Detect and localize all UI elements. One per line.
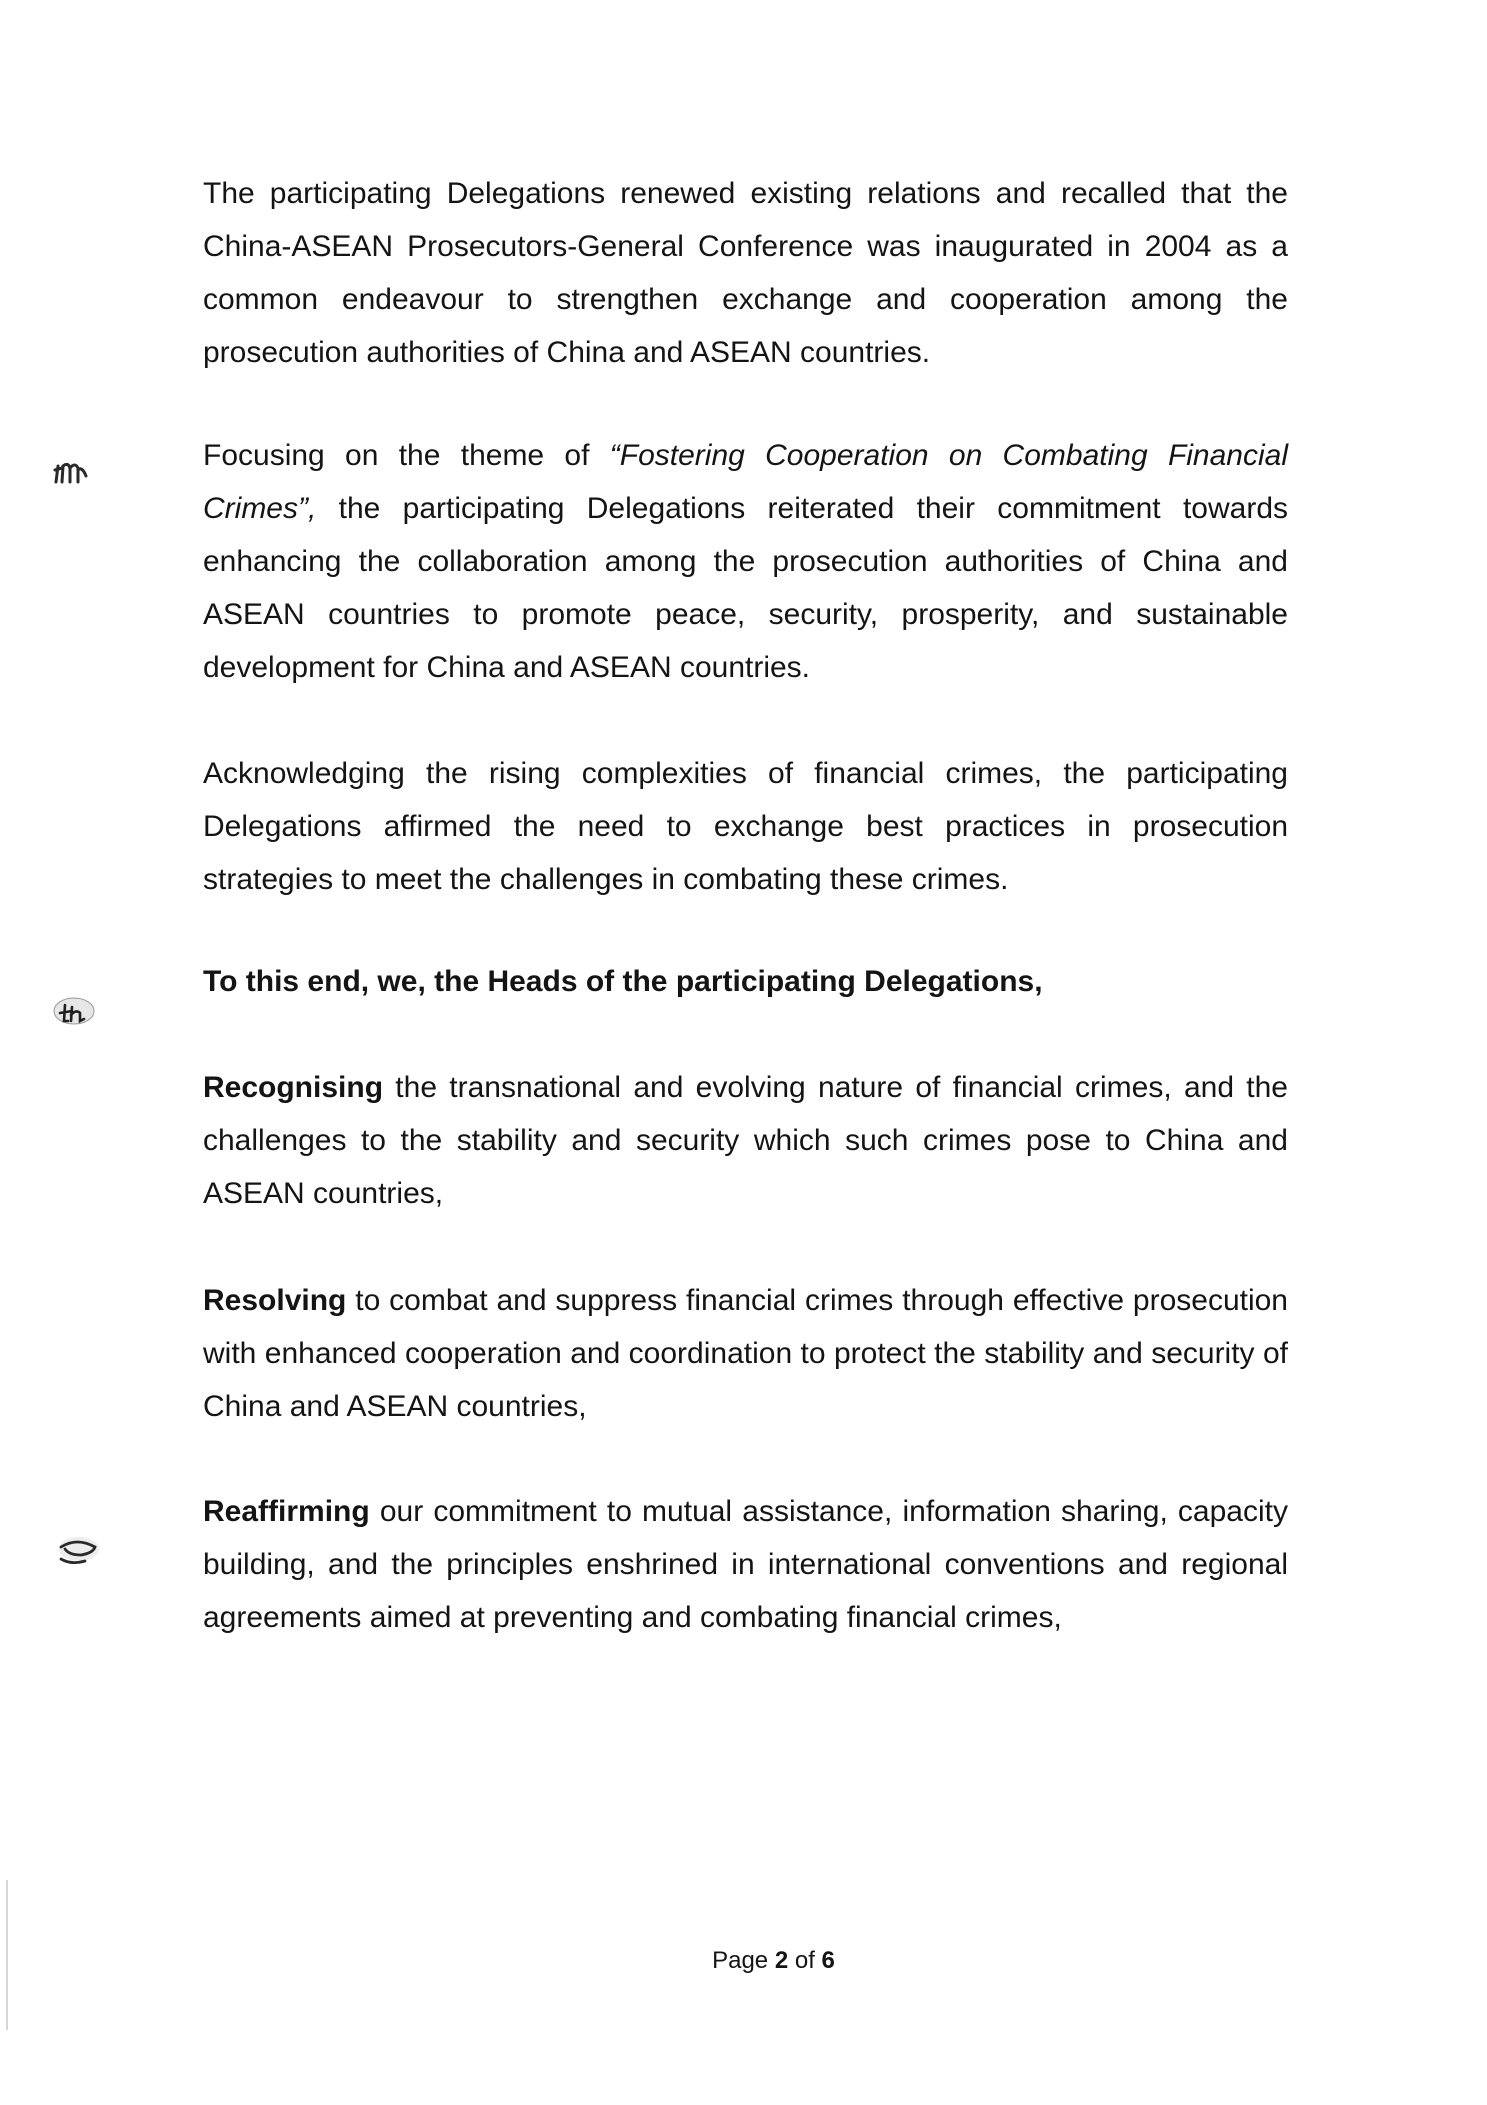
paragraph-text-before: Focusing on the theme of bbox=[203, 439, 610, 472]
clause-keyword: Recognising bbox=[203, 1071, 384, 1104]
paragraph-text: Acknowledging the rising complexities of financial crimes, the participating Delegations affirmed the need to exchange best practices in prosecution strategies to meet the challenges in combating these crimes. bbox=[203, 757, 1288, 896]
clause-keyword: Reaffirming bbox=[203, 1495, 370, 1528]
clause-text: the transnational and evolving nature of financial crimes, and the challenges to the stability and security which such crimes pose to China and ASEAN countries, bbox=[203, 1071, 1288, 1210]
handwritten-initial-icon bbox=[55, 1533, 107, 1567]
handwritten-initial-icon bbox=[50, 993, 102, 1027]
clause-resolving bbox=[203, 1274, 1288, 1433]
page-number-footer bbox=[0, 1946, 1487, 1976]
clause-reaffirming bbox=[203, 1485, 1288, 1644]
paragraph-complexities bbox=[203, 747, 1288, 906]
theme-title: “Fostering Cooperation on Combating Financial Crimes”, bbox=[203, 439, 1289, 525]
footer-page-label: Page bbox=[712, 1947, 769, 1974]
paragraph-history bbox=[203, 167, 1288, 379]
handwritten-initial-icon bbox=[52, 454, 104, 488]
lead-in-statement: To this end, we, the Heads of the participating Delegations, bbox=[203, 965, 1043, 998]
footer-total-pages: 6 bbox=[821, 1947, 835, 1974]
clause-keyword: Resolving bbox=[203, 1284, 347, 1317]
clause-text: our commitment to mutual assistance, information sharing, capacity building, and the principles enshrined in international conventions and regional agreements aimed at preventing and combating financial crimes, bbox=[203, 1495, 1288, 1634]
paragraph-text: The participating Delegations renewed existing relations and recalled that the China-ASEAN Prosecutors-General Conference was inaugurated in 2004 as a common endeavour to strengthen exchange and cooperation among the prosecution authorities of China and ASEAN countries. bbox=[203, 177, 1288, 369]
footer-current-page: 2 bbox=[774, 1947, 789, 1974]
paragraph-text-after: the participating Delegations reiterated their commitment towards enhancing the collaboration among the prosecution authorities of China and ASEAN countries to promote peace, security, prosperity, and sustainable development for China and ASEAN countries. bbox=[203, 492, 1288, 684]
paragraph-theme bbox=[203, 429, 1288, 694]
clause-text: to combat and suppress financial crimes through effective prosecution with enhanced cooperation and coordination to protect the stability and security of China and ASEAN countries, bbox=[203, 1284, 1288, 1423]
footer-of-label: of bbox=[794, 1947, 815, 1974]
clause-recognising bbox=[203, 1061, 1288, 1220]
